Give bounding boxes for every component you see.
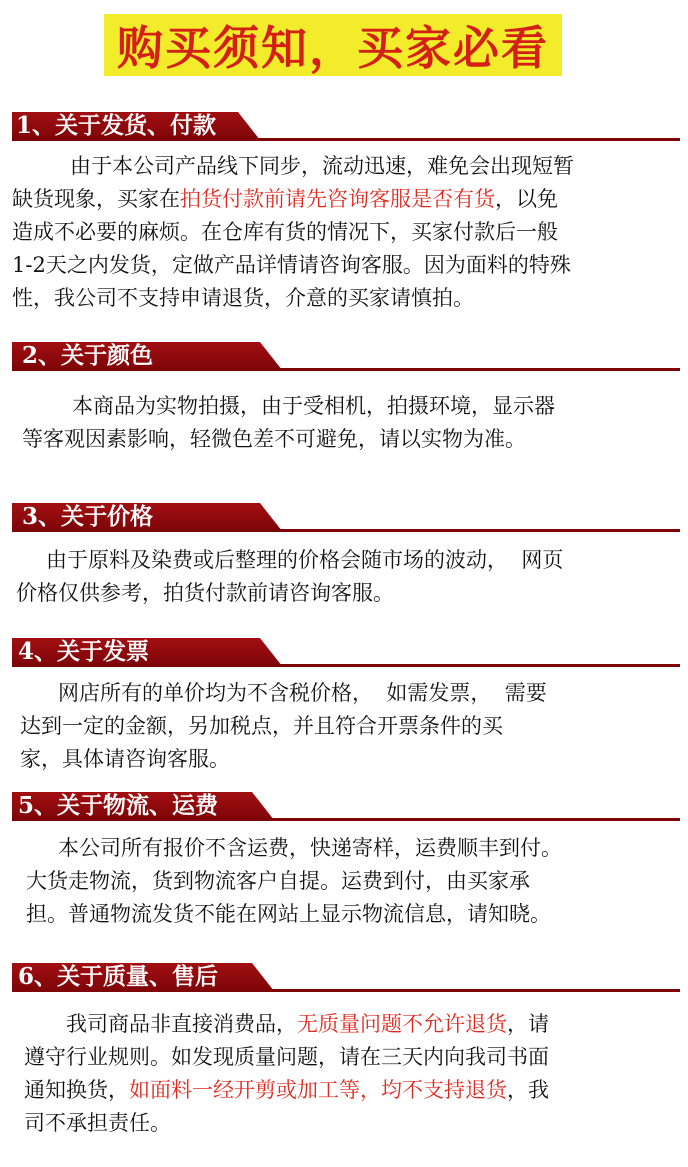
section-invoice: [0, 638, 688, 668]
body-text: ，我: [507, 1078, 549, 1102]
section-heading-banner: [0, 112, 688, 142]
body-line: 由于本公司产品线下同步，流动迅速，难免会出现短暂: [70, 154, 574, 178]
body-line: 司不承担责任。: [24, 1111, 171, 1135]
highlight-text: 拍货付款前请先咨询客服是否有货: [180, 187, 495, 211]
body-line: 大货走物流，货到物流客户自提。运费到付，由买家承: [26, 869, 530, 893]
body-text: ，以免: [495, 187, 558, 211]
section-heading: 6、关于质量、售后: [18, 963, 219, 990]
body-line: 造成不必要的麻烦。在仓库有货的情况下，买家付款后一般: [12, 220, 558, 244]
body-text: 缺货现象，买家在: [12, 187, 180, 211]
section-heading: 2、关于颜色: [22, 342, 154, 369]
section-heading-banner: [0, 792, 688, 822]
section-body-shipping-payment: [12, 150, 574, 315]
body-line: 由于原料及染费或后整理的价格会随市场的波动， 网页: [46, 548, 564, 572]
section-body-quality-aftersales: [24, 1008, 549, 1140]
body-line: 家，具体请咨询客服。: [20, 747, 230, 771]
body-line: 达到一定的金额，另加税点，并且符合开票条件的买: [20, 714, 503, 738]
body-line: 等客观因素影响，轻微色差不可避免，请以实物为准。: [22, 427, 526, 451]
section-heading: 1、关于发货、付款: [16, 112, 217, 139]
section-heading: 3、关于价格: [22, 503, 154, 530]
section-shipping-payment: [0, 112, 688, 142]
highlight-text: 如面料一经开剪或加工等，均不支持退货: [129, 1078, 507, 1102]
title-banner: [104, 14, 562, 76]
section-heading: 4、关于发票: [18, 638, 150, 665]
page-title: 购买须知，买家必看: [117, 21, 549, 75]
body-line: 1-2天之内发货，定做产品详情请咨询客服。因为面料的特殊: [12, 253, 571, 277]
body-line: [12, 187, 558, 211]
section-heading-banner: [0, 503, 688, 533]
body-text: ，请: [507, 1012, 549, 1036]
body-line: 本商品为实物拍摄，由于受相机，拍摄环境，显示器: [72, 394, 555, 418]
section-heading-banner: [0, 342, 688, 372]
body-line: 网店所有的单价均为不含税价格， 如需发票， 需要: [58, 681, 547, 705]
section-body-price: [16, 544, 563, 610]
section-body-color: [22, 390, 555, 456]
section-body-logistics: [26, 832, 562, 931]
section-quality-aftersales: [0, 963, 688, 993]
body-line: [24, 1078, 549, 1102]
section-body-invoice: [20, 677, 547, 776]
body-line: 价格仅供参考，拍货付款前请咨询客服。: [16, 581, 394, 605]
body-line: [24, 1012, 549, 1036]
section-logistics: [0, 792, 688, 822]
section-heading: 5、关于物流、运费: [18, 792, 219, 819]
body-text: 我司商品非直接消费品，: [66, 1012, 297, 1036]
section-color: [0, 342, 688, 372]
body-line: 本公司所有报价不含运费，快递寄样，运费顺丰到付。: [58, 836, 562, 860]
section-heading-banner: [0, 963, 688, 993]
section-price: [0, 503, 688, 533]
body-line: 遵守行业规则。如发现质量问题，请在三天内向我司书面: [24, 1045, 549, 1069]
section-heading-banner: [0, 638, 688, 668]
body-line: 性，我公司不支持申请退货，介意的买家请慎拍。: [12, 286, 474, 310]
body-line: 担。普通物流发货不能在网站上显示物流信息，请知晓。: [26, 902, 551, 926]
body-text: 通知换货，: [24, 1078, 129, 1102]
highlight-text: 无质量问题不允许退货: [297, 1012, 507, 1036]
